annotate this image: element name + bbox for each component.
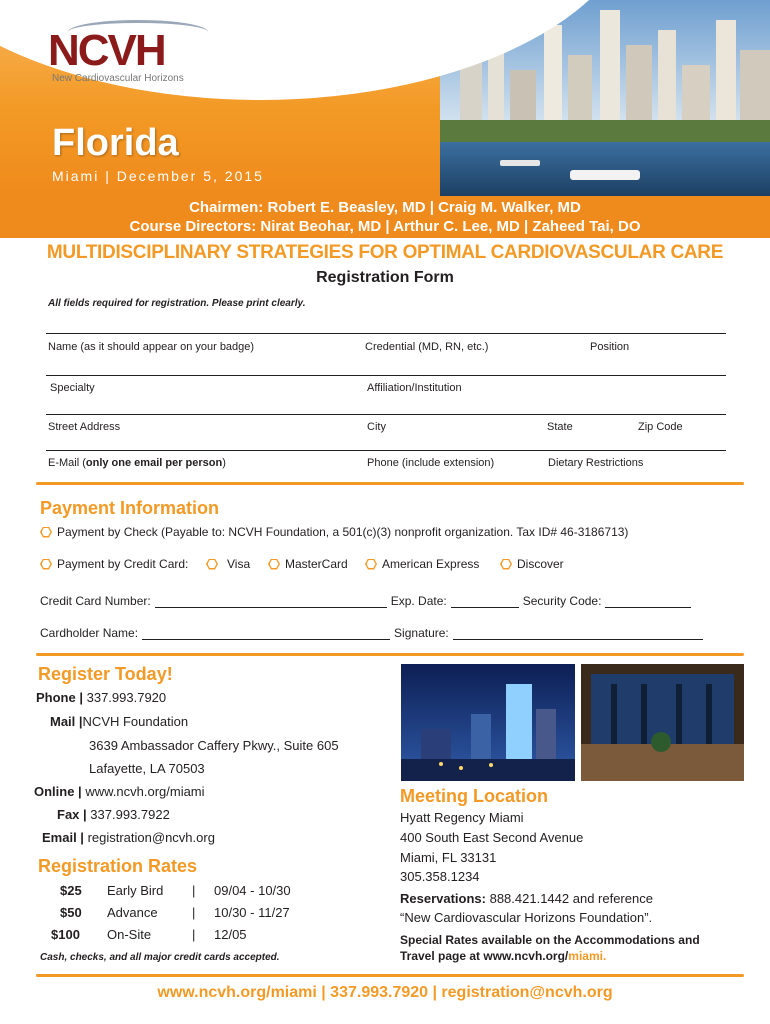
hotel-night-photo bbox=[401, 664, 575, 781]
security-code-label: Security Code: bbox=[522, 594, 602, 608]
online-contact-label: Online | bbox=[34, 784, 82, 799]
venue-name: Hyatt Regency Miami bbox=[400, 810, 524, 825]
email-field-line[interactable] bbox=[46, 450, 726, 451]
fax-contact-value: 337.993.7922 bbox=[90, 807, 170, 822]
visa-radio-icon[interactable] bbox=[206, 559, 218, 570]
credential-label: Credential (MD, RN, etc.) bbox=[365, 341, 489, 353]
divider-rule bbox=[36, 653, 744, 656]
reservations-label: Reservations: bbox=[400, 891, 486, 906]
zip-label: Zip Code bbox=[638, 421, 683, 433]
ncvh-logo bbox=[48, 20, 208, 86]
rate-name: Advance bbox=[107, 905, 158, 920]
required-note: All fields required for registration. Please print clearly. bbox=[48, 298, 306, 309]
rate-dates: 12/05 bbox=[214, 927, 247, 942]
course-title: MULTIDISCIPLINARY STRATEGIES FOR OPTIMAL CARDIOVASCULAR CARE bbox=[46, 242, 724, 263]
payment-heading: Payment Information bbox=[40, 498, 220, 518]
divider-rule bbox=[36, 974, 744, 977]
mastercard-option[interactable] bbox=[268, 557, 348, 571]
card-number-field[interactable] bbox=[155, 596, 387, 608]
directors-line: Course Directors: Nirat Beohar, MD | Arthur C. Lee, MD | Zaheed Tai, DO bbox=[129, 218, 641, 235]
reservations-line bbox=[400, 891, 653, 906]
footer-contact: www.ncvh.org/miami | 337.993.7920 | registration@ncvh.org bbox=[157, 984, 613, 1001]
chairmen-line: Chairmen: Robert E. Beasley, MD | Craig M. Walker, MD bbox=[189, 199, 581, 216]
visa-option[interactable] bbox=[206, 557, 250, 571]
mail-contact-label: Mail | bbox=[50, 714, 83, 729]
leadership-band bbox=[0, 196, 770, 238]
email-label-pre: E-Mail ( bbox=[48, 457, 86, 469]
security-code-field[interactable] bbox=[605, 596, 691, 608]
phone-label: Phone (include extension) bbox=[367, 457, 495, 469]
rate-name: On-Site bbox=[107, 927, 152, 942]
logo-wordmark: NCVH bbox=[48, 26, 165, 75]
email-contact-label: Email | bbox=[42, 830, 84, 845]
phone-contact-label: Phone | bbox=[36, 690, 83, 705]
header-banner bbox=[0, 0, 770, 196]
amex-radio-icon[interactable] bbox=[365, 559, 377, 570]
rate-dates: 10/30 - 11/27 bbox=[214, 905, 290, 920]
rate-price: $50 bbox=[60, 905, 82, 920]
special-rates-text: Travel page at www.ncvh.org/ bbox=[400, 949, 569, 963]
mastercard-radio-icon[interactable] bbox=[268, 559, 280, 570]
online-contact bbox=[34, 784, 205, 799]
email-contact bbox=[42, 830, 215, 845]
mail-contact-line2: 3639 Ambassador Caffery Pkwy., Suite 605 bbox=[89, 738, 339, 753]
special-rates-note bbox=[400, 932, 700, 964]
divider-rule bbox=[36, 482, 744, 485]
cardholder-field[interactable] bbox=[142, 628, 390, 640]
rate-separator: | bbox=[192, 905, 196, 920]
state-label: State bbox=[547, 421, 573, 433]
check-radio-icon[interactable] bbox=[40, 527, 52, 538]
page-title: Florida bbox=[52, 122, 179, 164]
online-contact-link[interactable]: www.ncvh.org/miami bbox=[85, 784, 205, 799]
discover-label: Discover bbox=[517, 557, 564, 571]
payment-note: Cash, checks, and all major credit cards accepted. bbox=[40, 952, 280, 963]
signature-field[interactable] bbox=[453, 628, 703, 640]
rate-name: Early Bird bbox=[107, 883, 164, 898]
credit-option[interactable] bbox=[40, 557, 188, 571]
rate-dates: 09/04 - 10/30 bbox=[214, 883, 291, 898]
rate-price: $25 bbox=[60, 883, 82, 898]
reservations-value: 888.421.1442 and reference bbox=[485, 891, 653, 906]
exp-date-label: Exp. Date: bbox=[390, 594, 447, 608]
mastercard-label: MasterCard bbox=[285, 557, 348, 571]
email-label bbox=[48, 457, 226, 469]
name-field-line[interactable] bbox=[46, 333, 726, 334]
phone-contact bbox=[36, 690, 166, 705]
fax-contact-label: Fax | bbox=[57, 807, 87, 822]
mail-contact-line1: NCVH Foundation bbox=[82, 714, 189, 729]
venue-address-line2: Miami, FL 33131 bbox=[400, 850, 497, 865]
reservations-reference: “New Cardiovascular Horizons Foundation”. bbox=[400, 910, 653, 925]
affiliation-label: Affiliation/Institution bbox=[367, 382, 462, 394]
amex-label: American Express bbox=[382, 557, 480, 571]
visa-label: Visa bbox=[227, 557, 251, 571]
email-label-post: ) bbox=[222, 457, 226, 469]
register-heading: Register Today! bbox=[38, 664, 173, 684]
special-rates-line2 bbox=[400, 948, 700, 964]
dietary-label: Dietary Restrictions bbox=[548, 457, 644, 469]
specialty-label: Specialty bbox=[50, 382, 95, 394]
location-heading: Meeting Location bbox=[400, 786, 548, 806]
exp-date-field[interactable] bbox=[451, 596, 519, 608]
special-rates-link[interactable]: miami. bbox=[568, 949, 607, 963]
discover-radio-icon[interactable] bbox=[500, 559, 512, 570]
rate-price: $100 bbox=[51, 927, 80, 942]
mail-contact bbox=[50, 714, 188, 729]
card-number-label: Credit Card Number: bbox=[40, 594, 151, 608]
fax-contact bbox=[57, 807, 170, 822]
venue-phone: 305.358.1234 bbox=[400, 869, 480, 884]
email-label-bold: only one email per person bbox=[85, 457, 223, 469]
position-label: Position bbox=[590, 341, 630, 353]
credit-radio-icon[interactable] bbox=[40, 559, 52, 570]
city-label: City bbox=[367, 421, 386, 433]
check-option[interactable] bbox=[40, 525, 628, 539]
name-label: Name (as it should appear on your badge) bbox=[48, 341, 255, 353]
discover-option[interactable] bbox=[500, 557, 564, 571]
rate-separator: | bbox=[192, 883, 196, 898]
logo-tagline: New Cardiovascular Horizons bbox=[52, 73, 184, 84]
rates-heading: Registration Rates bbox=[38, 856, 198, 876]
address-field-line[interactable] bbox=[46, 414, 726, 415]
mail-contact-line3: Lafayette, LA 70503 bbox=[89, 761, 205, 776]
event-dateline: Miami | December 5, 2015 bbox=[52, 168, 264, 184]
specialty-field-line[interactable] bbox=[46, 375, 726, 376]
venue-address-line1: 400 South East Second Avenue bbox=[400, 830, 584, 845]
cardholder-row bbox=[40, 626, 707, 640]
check-option-label: Payment by Check (Payable to: NCVH Foundation, a 501(c)(3) nonprofit organization. Tax ID# 46-3186713) bbox=[57, 525, 629, 539]
email-contact-link[interactable]: registration@ncvh.org bbox=[87, 830, 215, 845]
form-title: Registration Form bbox=[316, 269, 454, 286]
hotel-lobby-photo bbox=[581, 664, 744, 781]
rate-separator: | bbox=[192, 927, 196, 942]
signature-label: Signature: bbox=[394, 626, 449, 640]
special-rates-line1: Special Rates available on the Accommodations and bbox=[400, 933, 700, 947]
phone-contact-value: 337.993.7920 bbox=[86, 690, 167, 705]
card-number-row bbox=[40, 594, 695, 608]
street-label: Street Address bbox=[48, 421, 121, 433]
cardholder-label: Cardholder Name: bbox=[40, 626, 139, 640]
credit-option-label: Payment by Credit Card: bbox=[57, 557, 189, 571]
amex-option[interactable] bbox=[365, 557, 479, 571]
